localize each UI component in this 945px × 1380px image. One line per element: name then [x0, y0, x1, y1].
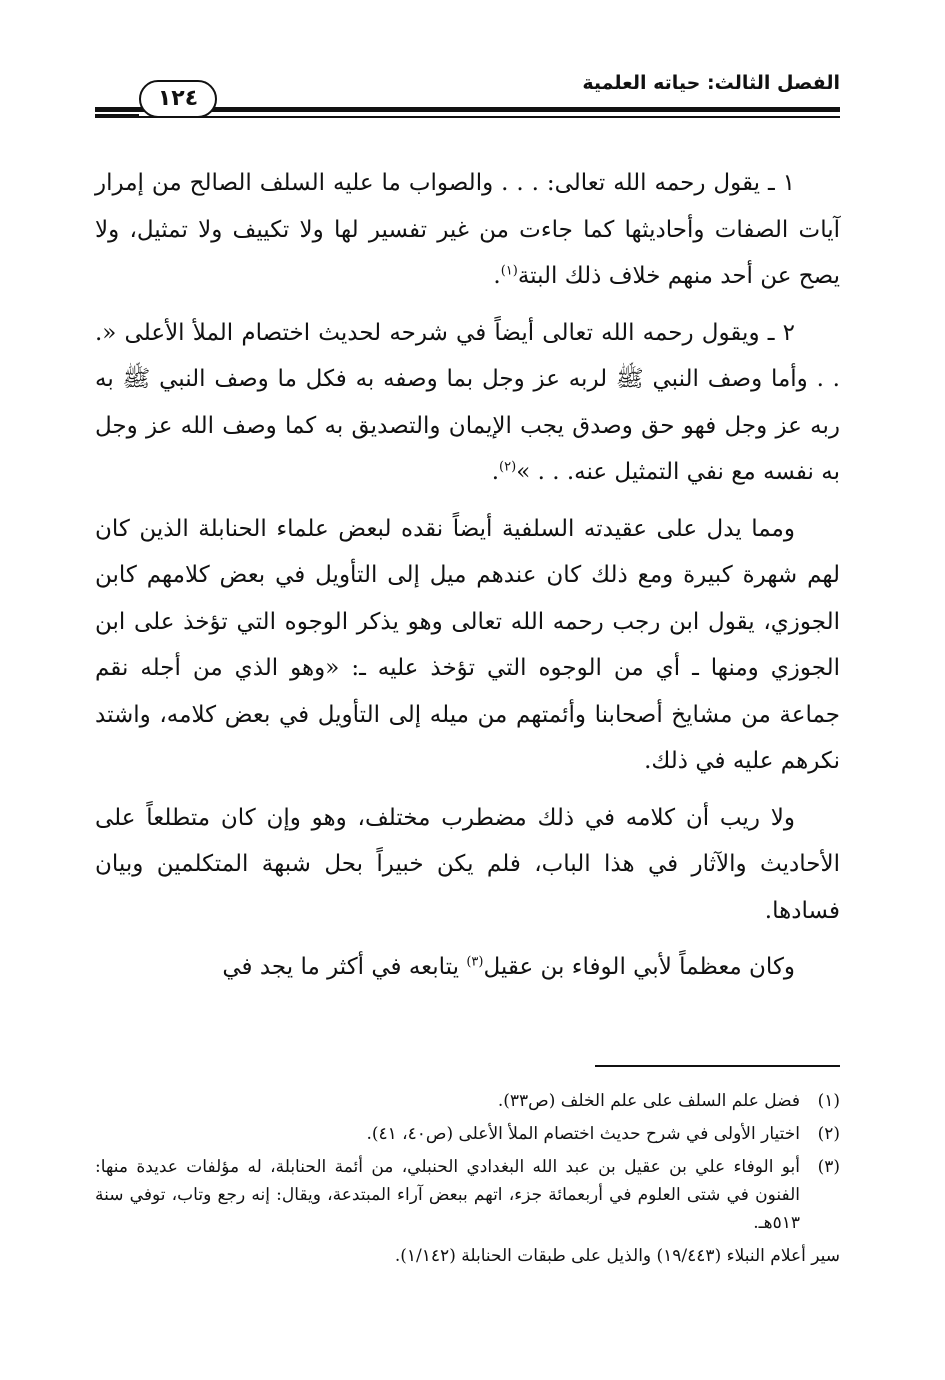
page-number-badge: ١٢٤	[139, 80, 217, 118]
paragraph-3: ومما يدل على عقيدته السلفية أيضاً نقده لبعض علماء الحنابلة الذين كان لهم شهرة كبيرة ومع ذلك كان عندهم ميل إلى التأويل في بعض كلامهم كابن الجوزي، يقول ابن رجب رحمه الله تعالى وهو يذكر الوجوه التي تؤخذ على ابن الجوزي ومنها ـ أي من الوجوه التي تؤخذ عليه ـ: «وهو الذي من أجله نقم جماعة من مشايخ أصحابنا وأئمتهم من ميله إلى التأويل في بعض كلامه، واشتد نكرهم عليه في ذلك.	[95, 515, 840, 774]
footnote-ref-2[interactable]: (٢)	[499, 459, 517, 475]
footnote-marker: (٣)	[817, 1157, 840, 1177]
header-rule-left-top	[95, 108, 139, 110]
footnote-list	[95, 1087, 840, 1275]
header-rule-thin	[95, 116, 840, 118]
paragraph-2: ٢ ـ ويقول رحمه الله تعالى أيضاً في شرحه لحديث اختصام الملأ الأعلى «. . . وأما وصف النبي ﷺ لربه عز وجل بما وصفه به فكل ما وصف النبي ﷺ به ربه عز وجل فهو حق وصدق يجب الإيمان والتصديق به كما وصف الله عز وجل به نفسه مع نفي التمثيل عنه. . . »$^{(٢)}$.	[95, 319, 840, 485]
page-header	[95, 58, 840, 122]
footnote-text: اختيار الأولى في شرح حديث اختصام الملأ الأعلى (ص٤٠، ٤١).	[366, 1124, 800, 1144]
footnote-text: أبو الوفاء علي بن عقيل بن عبد الله البغدادي الحنبلي، من أئمة الحنابلة، له مؤلفات عديدة منها: الفنون في شتى العلوم في أربعمائة جزء، اتهم ببعض آراء المبتدعة، ويقال: إنه رجع وتاب، توفي سنة ٥١٣هـ.	[95, 1157, 800, 1233]
paragraph-4: ولا ريب أن كلامه في ذلك مضطرب مختلف، وهو وإن كان متطلعاً على الأحاديث والآثار في هذا الباب، فلم يكن خبيراً بحل شبهة المتكلمين وبيان فسادها.	[95, 804, 840, 924]
paragraph-1: ١ ـ يقول رحمه الله تعالى: . . . والصواب ما عليه السلف الصالح من إمرار آيات الصفات وأحاديثها كما جاءت من غير تفسير لها ولا تكييف ولا تمثيل، ولا يصح عن أحد منهم خلاف ذلك البتة$^{(١)}$.	[95, 170, 840, 289]
body-text	[95, 160, 840, 1001]
footnote-3	[95, 1153, 840, 1237]
footnote-2	[95, 1120, 840, 1148]
footnote-3-source	[95, 1242, 840, 1270]
footnote-separator	[595, 1065, 840, 1067]
footnote-marker: (٢)	[817, 1124, 840, 1144]
footnote-ref-3[interactable]: (٣)	[466, 954, 484, 970]
footnote-marker: (١)	[817, 1091, 840, 1111]
footnote-1	[95, 1087, 840, 1115]
paragraph-5: وكان معظماً لأبي الوفاء بن عقيل$^{(٣)}$ يتابعه في أكثر ما يجد في	[222, 954, 795, 980]
header-rule-left-bottom	[95, 114, 139, 116]
footnote-text: فضل علم السلف على علم الخلف (ص٣٣).	[497, 1091, 800, 1111]
running-head-title: الفصل الثالث: حياته العلمية	[582, 72, 840, 94]
footnote-text: سير أعلام النبلاء (١٩/٤٤٣) والذيل على طبقات الحنابلة (١/١٤٢).	[394, 1246, 840, 1266]
footnote-ref-1[interactable]: (١)	[500, 263, 518, 279]
